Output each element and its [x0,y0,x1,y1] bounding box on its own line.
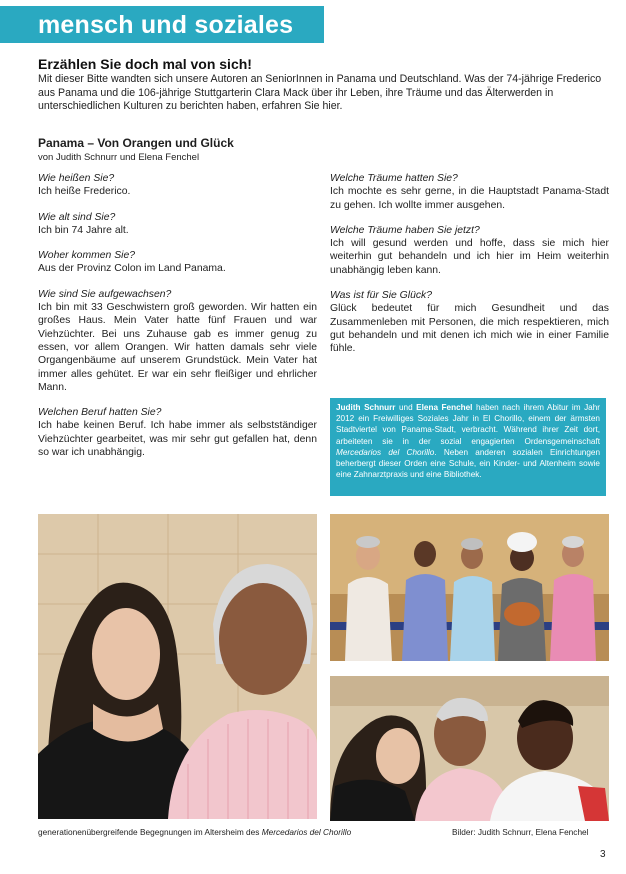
question: Wie heißen Sie? [38,173,115,184]
qa-block [38,249,317,276]
section-title: mensch und soziales [38,11,294,39]
answer: Glück bedeutet für mich Gesundheit und das Zusammenleben mit Personen, die mich respektieren, mich gut behandeln und mit denen ich mich wie in einer Familie fühle. [330,303,609,355]
answer: Ich will gesund werden und hoffe, dass sie mich hier weiterhin gut behandeln und ich hier im Heim weiterhin unabhängig leben kann. [330,238,609,276]
question: Welche Träume haben Sie jetzt? [330,224,480,236]
order-name: Mercedarios del Chorillo [336,447,435,457]
qa-block [38,288,317,394]
qa-block [38,172,317,199]
article-byline: von Judith Schnurr und Elena Fenchel [38,152,200,163]
photo-caption [38,827,351,837]
info-text: haben nach ihrem Abitur im Jahr 2012 ein Freiwilliges Soziales Jahr in El Chorillo, einem der ärmsten Stadtviertel von Panama-Stadt, verbracht. Während ihrer Zeit dort, arbeiteten sie in der sozial engagierten Ordensgemeinschaft [336,403,600,446]
question: Welche Träume hatten Sie? [330,173,458,184]
author-name: Judith Schnurr [336,403,396,412]
caption-order-name: Mercedarios del Chorillo [261,827,352,837]
info-text: . Neben anderen sozialen Einrichtungen beherbergt dieser Orden eine Schule, ein Kinder- und Altenheim sowie eine Zahnarztpraxis und eine Bibliothek. [336,447,601,480]
author-info-text [330,402,606,480]
answer: Ich habe keinen Beruf. Ich habe immer als selbstständiger Viehzüchter gearbeitet, was mir sehr gut gefallen hat, denn so war ich unabhängig. [38,420,317,459]
article-title: Panama – Von Orangen und Glück [38,136,234,150]
author-info-box [330,398,606,496]
photo-elderly-women-group [330,514,609,661]
page-number: 3 [600,849,606,860]
qa-block [330,224,609,277]
question: Welchen Beruf hatten Sie? [38,407,162,419]
qa-block [38,406,317,459]
qa-block [330,289,609,355]
caption-text: generationenübergreifende Begegnungen im Altersheim des [38,827,262,837]
qa-block [38,211,317,238]
answer: Ich mochte es sehr gerne, in die Hauptstadt Panama-Stadt zu gehen. Ich wollte immer ausgehen. [330,186,609,211]
qa-block [330,172,609,212]
question: Woher kommen Sie? [38,250,136,262]
question: Wie sind Sie aufgewachsen? [38,288,172,300]
question: Wie alt sind Sie? [38,211,116,223]
intro-heading: Erzählen Sie doch mal von sich! [38,56,252,72]
answer: Ich heiße Frederico. [38,186,131,198]
and-word: und [395,403,417,412]
intro-text: Mit dieser Bitte wandten sich unsere Autoren an SeniorInnen in Panama und Deutschland. Was der 74-jährige Frederico aus Panama und die 106-jährige Stuttgarterin Clara Mack über ihr Leben, ihre Träume und das Älterwerden in unterschiedlichen Kulturen zu berichten haben, erfahren Sie hier. [38,73,602,112]
section-header-band [0,6,324,43]
answer: Ich bin mit 33 Geschwistern groß geworden. Wir hatten ein großes Haus. Mein Vater hatte fünf Frauen und war Viehzüchter. Bei uns Zuhause gab es immer genug zu essen, vor allem Orangen. Wir hatten damals sehr viele Organgenbäume auf unserem Grundstück. Mein Vater hat immer alles gehütet. Er war ein sehr fleißiger und ehrlicher Mann. [38,302,317,393]
interview-column-left [38,172,317,471]
author-name: Elena Fenchel [416,403,473,412]
answer: Ich bin 74 Jahre alt. [38,224,129,236]
interview-column-right [330,172,609,368]
question: Was ist für Sie Glück? [330,290,433,302]
photo-woman-man-and-boy [330,676,609,821]
answer: Aus der Provinz Colon im Land Panama. [38,263,226,275]
photo-credits: Bilder: Judith Schnurr, Elena Fenchel [452,827,589,837]
photo-woman-and-elderly-man [38,514,317,819]
